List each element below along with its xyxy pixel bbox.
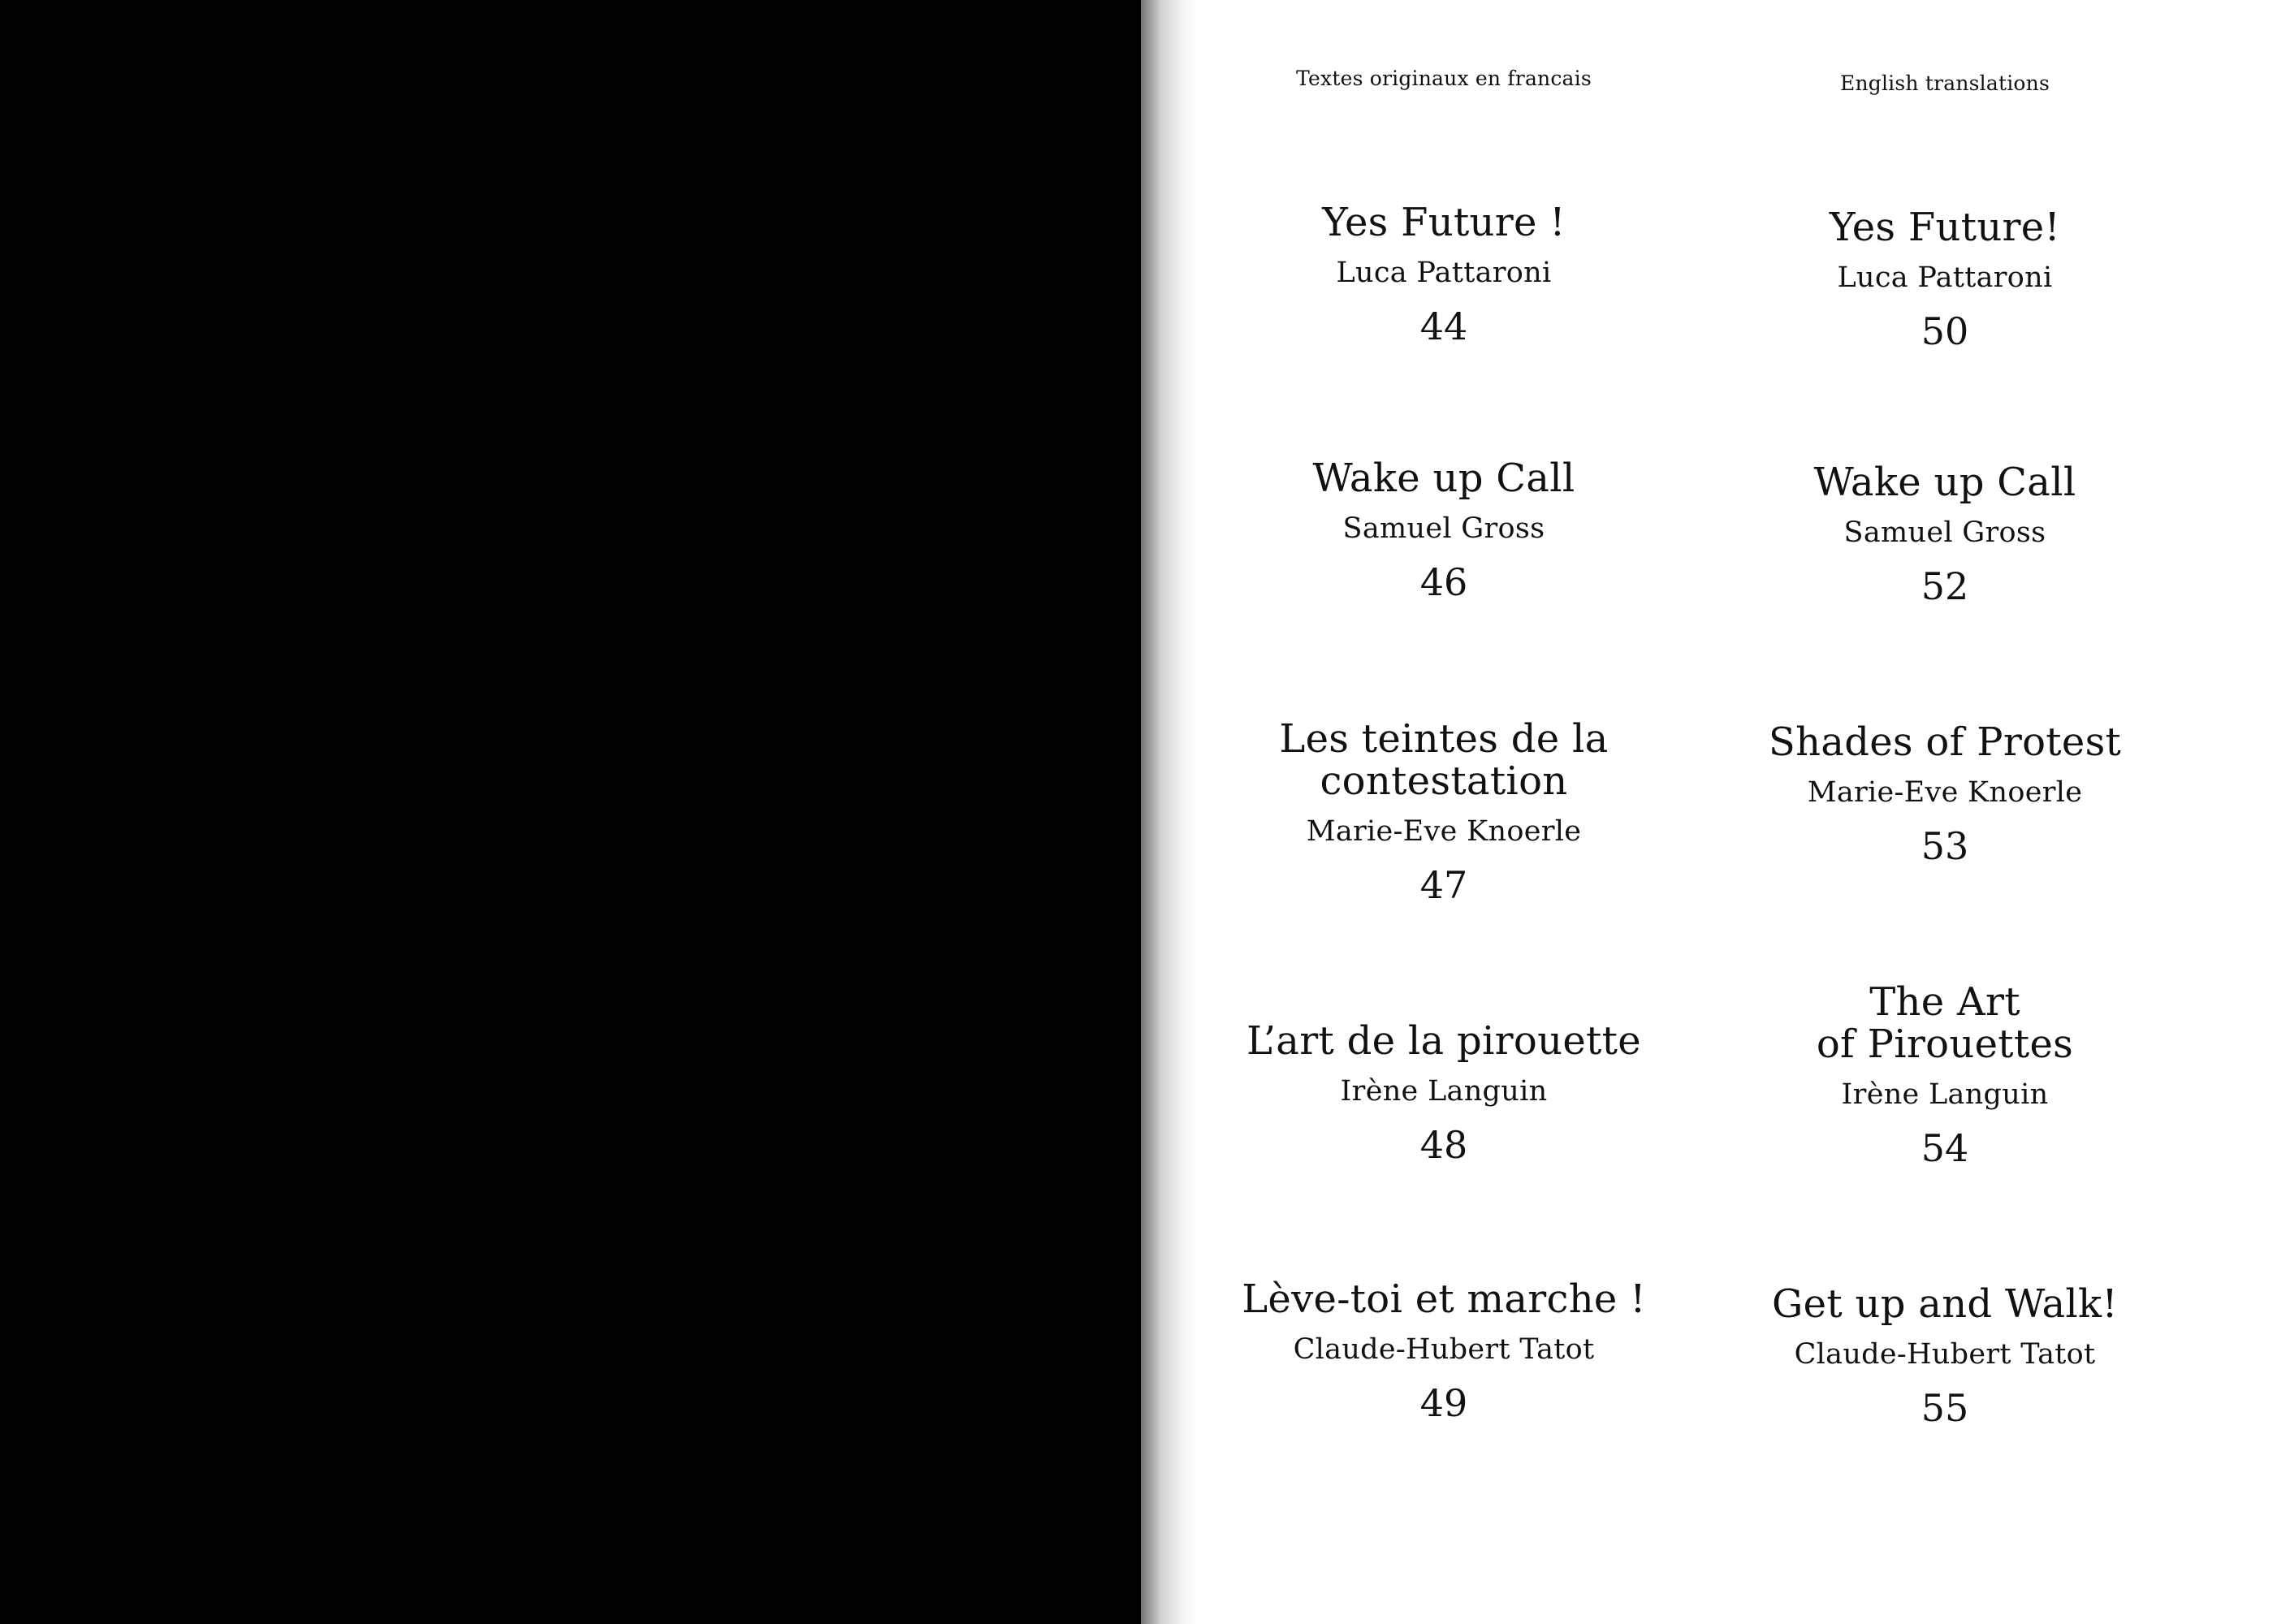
english-column-header: English translations (1840, 71, 2050, 95)
entry-title: Les teintes de la contestation (1279, 716, 1609, 804)
entry-title: Yes Future ! (1322, 200, 1566, 245)
entry-author: Luca Pattaroni (1837, 261, 2053, 294)
toc-entry (1685, 1283, 2205, 1429)
entry-title: L’art de la pirouette (1247, 1018, 1641, 1064)
entry-page-number: 55 (1921, 1386, 1969, 1430)
entry-title: Shades of Protest (1768, 719, 2122, 765)
toc-entry (1184, 1278, 1704, 1424)
toc-entry (1685, 206, 2205, 352)
entry-author: Samuel Gross (1843, 516, 2046, 549)
toc-entry (1184, 457, 1704, 603)
entry-page-number: 46 (1419, 560, 1468, 604)
entry-page-number: 50 (1921, 309, 1969, 353)
entry-page-number: 49 (1419, 1381, 1468, 1425)
entry-title: The Art of Pirouettes (1816, 979, 2074, 1067)
entry-title: Get up and Walk! (1771, 1281, 2119, 1327)
french-column-header: Textes originaux en francais (1296, 67, 1592, 90)
entry-author: Irène Languin (1340, 1075, 1548, 1108)
entry-author: Samuel Gross (1342, 512, 1545, 545)
entry-page-number: 44 (1419, 304, 1468, 348)
toc-entry (1184, 1020, 1704, 1166)
toc-entry (1685, 721, 2205, 867)
entry-title: Wake up Call (1312, 456, 1575, 501)
entry-page-number: 48 (1419, 1123, 1468, 1167)
toc-entry (1685, 981, 2205, 1169)
entry-author: Marie-Eve Knoerle (1807, 776, 2083, 809)
toc-entry (1685, 461, 2205, 607)
entry-author: Claude-Hubert Tatot (1293, 1333, 1595, 1366)
entry-author: Claude-Hubert Tatot (1794, 1338, 2096, 1371)
entry-page-number: 53 (1921, 824, 1969, 868)
entry-title: Yes Future! (1829, 205, 2061, 250)
entry-page-number: 54 (1921, 1126, 1969, 1170)
entry-title: Wake up Call (1813, 460, 2076, 505)
entry-author: Marie-Eve Knoerle (1306, 815, 1582, 848)
toc-entry (1184, 718, 1704, 906)
entry-author: Irène Languin (1841, 1078, 2049, 1111)
toc-entry (1184, 201, 1704, 348)
entry-author: Luca Pattaroni (1336, 257, 1552, 289)
entry-title: Lève-toi et marche ! (1242, 1276, 1646, 1322)
entry-page-number: 52 (1921, 564, 1969, 608)
entry-page-number: 47 (1419, 863, 1468, 907)
